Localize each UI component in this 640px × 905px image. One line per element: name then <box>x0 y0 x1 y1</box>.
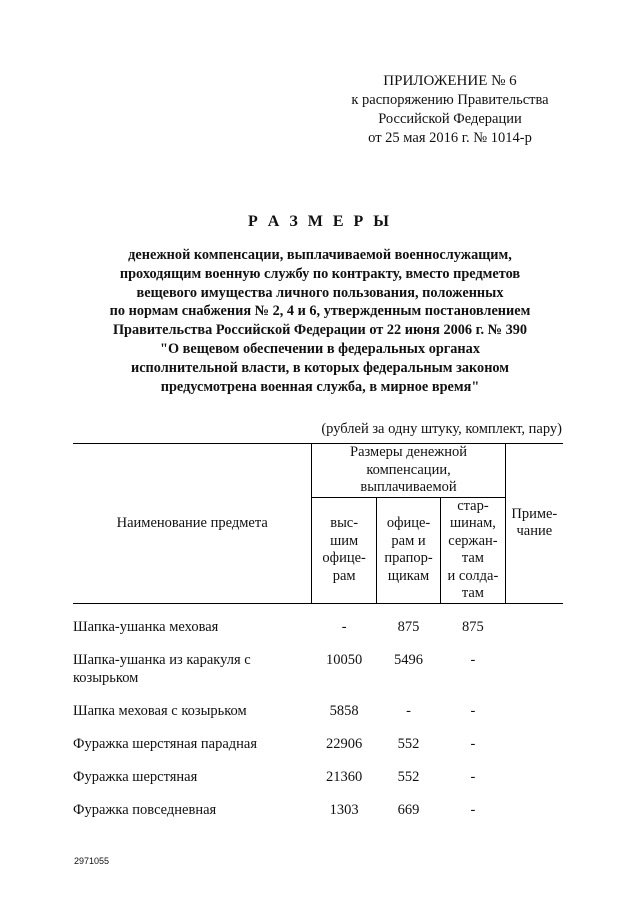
item-name <box>73 801 312 834</box>
header-officers-warrant <box>376 497 440 603</box>
value-note <box>505 618 563 651</box>
table-spacer <box>73 603 563 618</box>
header-line: офице- <box>322 550 366 566</box>
value-sergeants-soldiers: 875 <box>462 618 484 635</box>
item-name-line: козырьком <box>73 669 139 686</box>
header-line: рам и <box>391 532 426 549</box>
subtitle-line: проходящим военную службу по контракту, вместо предметов <box>119 265 521 282</box>
value-sergeants-soldiers: - <box>470 768 476 785</box>
header-line: шинам, <box>449 515 496 531</box>
table-row <box>73 735 563 768</box>
table-row <box>73 801 563 834</box>
table-row <box>73 702 563 735</box>
item-name-line: Шапка меховая с козырьком <box>73 702 247 719</box>
header-line: щикам <box>387 567 430 584</box>
item-name-line: Фуражка шерстяная парадная <box>73 735 258 752</box>
value-senior-officers: 5858 <box>329 702 359 719</box>
header-senior-officers <box>312 497 376 603</box>
value-officers-warrant: 552 <box>397 735 420 752</box>
header-line: стар- <box>457 497 489 514</box>
subtitle-line: предусмотрена военная служба, в мирное время" <box>160 378 480 395</box>
appendix-line: к распоряжению Правительства <box>351 92 549 108</box>
value-note <box>505 735 563 768</box>
value-note <box>505 768 563 801</box>
header-line: сержан- <box>448 532 498 549</box>
item-name-line: Фуражка повседневная <box>73 801 217 818</box>
item-name <box>73 651 312 702</box>
appendix-line: от 25 мая 2016 г. № 1014-р <box>368 130 532 146</box>
item-name-line: Фуражка шерстяная <box>73 768 198 785</box>
value-officers-warrant: 875 <box>397 618 420 635</box>
value-sergeants-soldiers: - <box>470 801 476 818</box>
table-row <box>73 618 563 651</box>
item-name-line: Шапка-ушанка из каракуля с <box>73 651 251 668</box>
table-row <box>73 768 563 801</box>
appendix-line: Российской Федерации <box>378 111 522 127</box>
document-code: 2971055 <box>74 856 110 866</box>
units-note: (рублей за одну штуку, комплект, пару) <box>321 421 562 437</box>
header-compensation-group <box>312 444 505 498</box>
subtitle-line: Правительства Российской Федерации от 22 июня 2006 г. № 390 <box>112 322 528 339</box>
header-line: шим <box>330 532 359 549</box>
value-officers-warrant: 5496 <box>394 651 424 668</box>
subtitle-line: вещевого имущества личного пользования, положенных <box>136 284 504 301</box>
subtitle-line: "О вещевом обеспечении в федеральных органах <box>160 340 480 357</box>
subtitle-line: денежной компенсации, выплачиваемой военнослужащим, <box>128 247 512 263</box>
header-group-line: Размеры денежной <box>350 444 468 460</box>
value-officers-warrant: 669 <box>397 801 420 818</box>
subtitle-line: исполнительной власти, в которых федеральным законом <box>130 359 510 376</box>
value-note <box>505 702 563 735</box>
document-title: Р А З М Е Р Ы <box>247 213 393 230</box>
item-name <box>73 768 312 801</box>
compensation-table <box>73 443 563 834</box>
header-note <box>505 444 563 604</box>
value-senior-officers: 10050 <box>326 651 363 668</box>
value-sergeants-soldiers: - <box>470 735 476 752</box>
header-note-line: Приме- <box>511 505 558 522</box>
table-row <box>73 651 563 702</box>
value-senior-officers: - <box>341 618 347 635</box>
header-line: офице- <box>386 515 431 531</box>
value-note <box>505 651 563 702</box>
item-name <box>73 702 312 735</box>
item-name <box>73 735 312 768</box>
value-officers-warrant: 552 <box>397 768 420 785</box>
item-name <box>73 618 312 651</box>
header-line: и солда- <box>447 567 499 584</box>
value-senior-officers: 1303 <box>329 801 359 818</box>
header-group-line: компенсации, <box>366 461 451 478</box>
subtitle-line: по нормам снабжения № 2, 4 и 6, утвержденным постановлением <box>109 303 531 320</box>
appendix-block <box>330 72 570 148</box>
header-line: там <box>461 585 484 601</box>
header-line: там <box>461 550 484 566</box>
header-group-line: выплачиваемой <box>360 479 457 495</box>
value-officers-warrant: - <box>406 702 411 719</box>
value-sergeants-soldiers: - <box>470 651 476 668</box>
value-note <box>505 801 563 834</box>
header-line: рам <box>332 567 356 584</box>
item-name-line: Шапка-ушанка меховая <box>73 618 219 635</box>
header-line: выс- <box>330 515 359 531</box>
header-note-line: чание <box>516 523 553 540</box>
header-item-name: Наименование предмета <box>73 444 312 604</box>
value-senior-officers: 22906 <box>326 735 363 752</box>
document-subtitle <box>90 246 550 396</box>
header-line: прапор- <box>384 550 433 566</box>
value-sergeants-soldiers: - <box>470 702 476 719</box>
appendix-title: ПРИЛОЖЕНИЕ № 6 <box>383 73 517 89</box>
value-senior-officers: 21360 <box>326 768 363 785</box>
header-sergeants-soldiers <box>441 497 505 603</box>
